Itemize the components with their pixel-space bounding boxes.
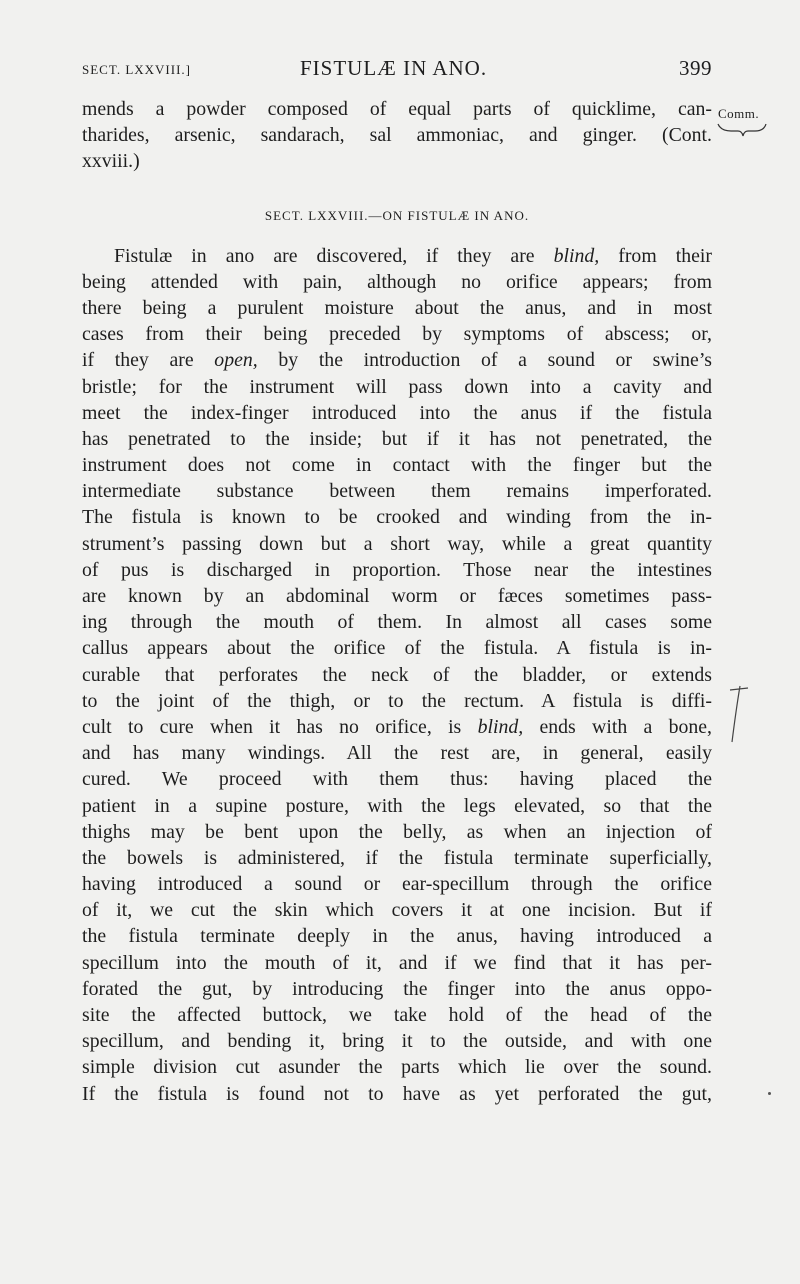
text-line: specillum into the mouth of it, and if we find that it has per-	[82, 951, 712, 974]
italic-term: open,	[214, 349, 258, 372]
italic-term: blind,	[477, 715, 524, 738]
running-head-title: FISTULÆ IN ANO.	[300, 56, 488, 80]
text-line: simple division cut asunder the parts which lie over the sound.	[82, 1056, 712, 1079]
text-line: cured. We proceed with them thus: having placed the	[82, 768, 712, 791]
text-line: mends a powder composed of equal parts of quicklime, can-	[82, 98, 712, 120]
text-line: patient in a supine posture, with the legs elevated, so that the	[82, 794, 712, 817]
text-line: and has many windings. All the rest are, in general, easily	[82, 742, 712, 765]
text-line: being attended with pain, although no orifice appears; from	[82, 270, 712, 293]
section-heading: SECT. LXXVIII.—ON FISTULÆ IN ANO.	[264, 207, 530, 223]
text-line: intermediate substance between them remains imperforated.	[82, 480, 712, 503]
text-line: curable that perforates the neck of the bladder, or extends	[82, 663, 712, 686]
text-line: to the joint of the thigh, or to the rectum. A fistula is diffi-	[82, 689, 712, 712]
pencil-mark-icon	[726, 680, 766, 750]
text-line: site the affected buttock, we take hold of the head of the	[82, 1004, 712, 1026]
running-head	[82, 56, 712, 86]
page-number: 399	[679, 56, 712, 80]
text-line: the fistula terminate deeply in the anus, having introduced a	[82, 925, 712, 948]
text-line: thighs may be bent upon the belly, as when an injection of	[82, 820, 712, 843]
text-line: cult to cure when it has no orifice, is blind, ends with a bone,	[82, 715, 712, 738]
text-line: callus appears about the orifice of the fistula. A fistula is in-	[82, 637, 712, 660]
italic-term: blind,	[553, 244, 600, 267]
text-line: specillum, and bending it, bring it to the outside, and with one	[82, 1030, 712, 1053]
text-line: xxviii.)	[82, 150, 140, 173]
text-line: If the fistula is found not to have as yet perforated the gut,	[82, 1082, 712, 1105]
text-line: instrument does not come in contact with the finger but the	[82, 454, 712, 477]
text-line: having introduced a sound or ear-specillum through the orifice	[82, 873, 712, 896]
text-line: Fistulæ in ano are discovered, if they are blind, from their	[114, 244, 712, 267]
margin-note: Comm.	[718, 106, 760, 121]
running-head-section: SECT. LXXVIII.]	[82, 62, 191, 77]
text-line: the bowels is administered, if the fistula terminate superficially,	[82, 846, 712, 869]
text-line: if they are open, by the introduction of a sound or swine’s	[82, 349, 713, 372]
text-line: ing through the mouth of them. In almost all cases some	[82, 611, 712, 634]
margin-brace-icon	[717, 122, 767, 138]
text-line: of pus is discharged in proportion. Those near the intestines	[82, 558, 712, 581]
intro-paragraph	[82, 96, 712, 175]
text-line: there being a purulent moisture about the anus, and in most	[82, 296, 712, 319]
text-line: of it, we cut the skin which covers it at one incision. But if	[82, 899, 712, 922]
text-line: are known by an abdominal worm or fæces sometimes pass-	[82, 585, 712, 607]
text-line: tharides, arsenic, sandarach, sal ammoniac, and ginger. (Cont.	[82, 124, 712, 147]
main-paragraph	[82, 243, 712, 1107]
text-line: bristle; for the instrument will pass down into a cavity and	[82, 375, 712, 398]
text-line: has penetrated to the inside; but if it has not penetrated, the	[82, 427, 712, 450]
text-line: cases from their being preceded by symptoms of abscess; or,	[82, 323, 712, 346]
text-line: strument’s passing down but a short way, while a great quantity	[82, 532, 712, 555]
text-line: meet the index-finger introduced into the anus if the fistula	[82, 401, 712, 424]
body-text	[82, 96, 712, 1107]
text-line: forated the gut, by introducing the finger into the anus oppo-	[82, 977, 712, 1000]
text-line: The fistula is known to be crooked and winding from the in-	[82, 506, 712, 529]
ink-dot	[768, 1092, 771, 1095]
